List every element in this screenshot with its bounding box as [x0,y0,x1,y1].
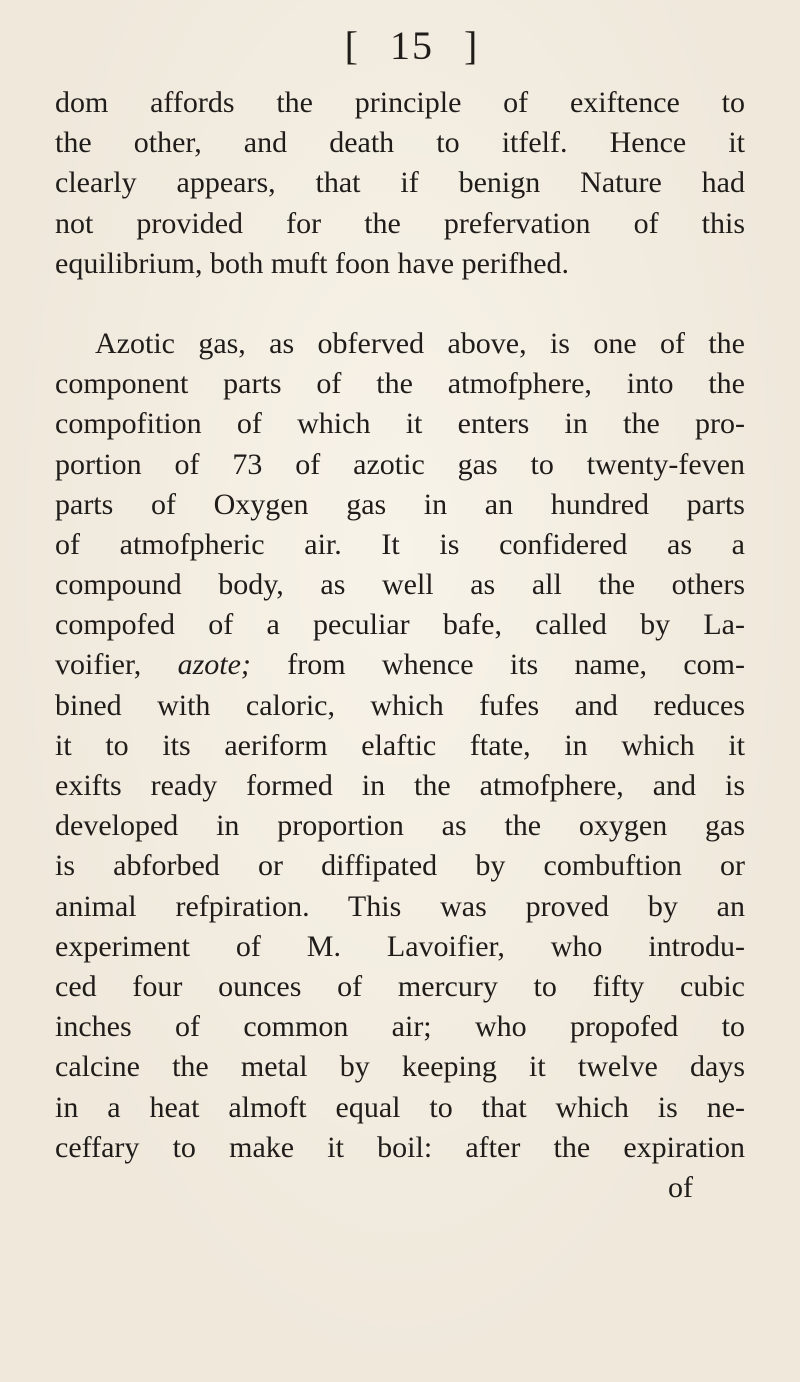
text-line: developed in proportion as the oxygen gas [55,809,745,843]
catchword: of [668,1170,693,1204]
text-line: in a heat almoft equal to that which is ne- [55,1090,745,1124]
text-segment: from whence its name, com- [287,648,746,682]
text-line: calcine the metal by keeping it twelve days [55,1050,745,1084]
text-line: dom affords the principle of exiftence to [55,86,745,119]
text-line: animal refpiration. This was proved by an [55,889,745,923]
text-line: parts of Oxygen gas in an hundred parts [55,487,745,521]
paragraph-2 [55,324,745,1208]
page-number: [ 15 ] [344,23,480,68]
text-line-with-italic [55,645,745,685]
text-line: clearly appears, that if benign Nature had [55,166,745,200]
text-line: compofition of which it enters in the pro- [55,407,745,441]
text-line: of atmofpheric air. It is confidered as a [55,527,745,561]
text-line: component parts of the atmofphere, into the [55,367,745,401]
text-line: Azotic gas, as obferved above, is one of the [95,326,745,360]
text-line: portion of 73 of azotic gas to twenty-feven [55,447,745,481]
paragraph-gap [55,284,745,324]
text-line: inches of common air; who propofed to [55,1010,745,1044]
text-line: equilibrium, both muft foon have perifhed. [55,246,570,280]
text-segment: voifier, [55,648,142,682]
text-line: compound body, as well as all the others [55,568,745,602]
text-line: experiment of M. Lavoifier, who introdu- [55,929,745,963]
text-line: ceffary to make it boil: after the expiration [55,1130,745,1164]
text-line: compofed of a peculiar bafe, called by La- [55,608,745,642]
paragraph-1 [55,83,745,284]
body-text [55,83,745,1208]
text-line: exifts ready formed in the atmofphere, and is [55,769,745,802]
text-line: ced four ounces of mercury to fifty cubic [55,969,745,1003]
text-line: is abforbed or diffipated by combuftion or [55,849,745,883]
text-line: it to its aeriform elaftic ftate, in which it [55,728,745,762]
text-line: not provided for the prefervation of this [55,206,745,240]
text-line: the other, and death to itfelf. Hence it [55,126,745,160]
text-line: bined with caloric, which fufes and reduces [55,688,745,722]
italic-term: azote; [177,648,251,682]
